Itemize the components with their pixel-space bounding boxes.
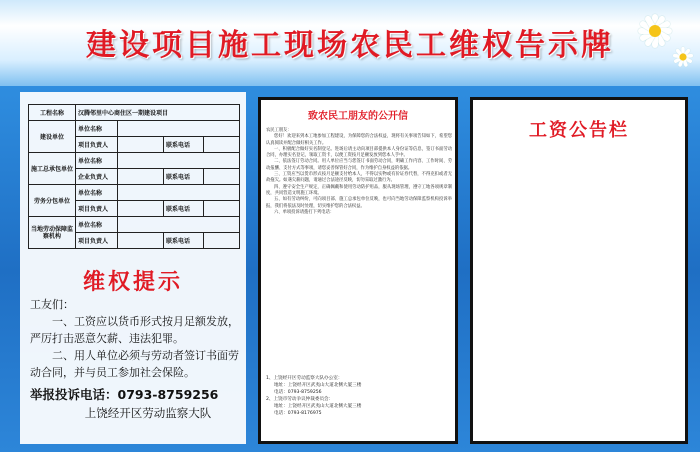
rights-item: 二、用人单位必须与劳动者签订书面劳动合同，并与员工参加社会保险。 (30, 349, 239, 379)
table-cell: 劳务分包单位 (29, 185, 76, 217)
rights-item: 一、工资应以货币形式按月足额发放，严厉打击恶意欠薪、违法犯罪。 (30, 315, 239, 345)
table-row (29, 185, 240, 201)
table-cell: 单位名称 (76, 153, 118, 169)
table-cell (204, 137, 240, 153)
letter-paragraph: 一、积极配合做好实名制登记。进场后请主动向项目部提供本人身份证等信息，签订书面劳动合同，办理实名登记，领取工资卡，以便工资按月足额发放到您本人手中。 (266, 146, 452, 159)
letter-paragraph: 三、工资应当以货币形式按月足额支付给本人，不得以实物或有价证券代替，不得克扣或者无故拖欠。如遇欠薪问题，请通过合法途径反映，切勿采取过激行为。 (266, 172, 452, 184)
contact-line: 1、上饶经开区劳动监察大队办公室： (266, 376, 343, 381)
table-cell: 当地劳动保障监察机构 (29, 217, 76, 249)
letter-paragraph: 您好！欢迎来到本工地参加工程建设，为保障您的合法权益，现将有关事项告知如下，希望您认真阅读并配合做好相关工作。 (266, 134, 452, 146)
table-cell: 联系电话 (164, 137, 204, 153)
table-cell: 单位名称 (76, 217, 118, 233)
letter-contacts (266, 375, 452, 417)
table-cell: 联系电话 (164, 201, 204, 217)
contact-line: 电话：0793-8759256 (274, 390, 322, 395)
contact-line: 电话：0793-8176975 (274, 411, 322, 416)
table-cell (118, 233, 164, 249)
rights-title: 维权提示 (82, 270, 183, 295)
table-cell: 单位名称 (76, 185, 118, 201)
table-cell (118, 153, 240, 169)
table-cell: 项目负责人 (76, 137, 118, 153)
table-cell: 汉腾邻里中心商住区一期建设项目 (76, 105, 240, 121)
contact-line: 2、上饶市劳动争议仲裁委员会： (266, 397, 334, 402)
hotline-text: 举报投诉电话：0793-8759256 (30, 387, 219, 402)
letter-paragraph: 五、如有劳动纠纷，可向项目部、施工总承包单位反映，也可向当地劳动保障监察机构投诉举报，我们将依法及时处理，切实维护您的合法权益。 (266, 197, 452, 209)
table-cell (204, 169, 240, 185)
table-row (29, 153, 240, 169)
bureau-name: 上饶经开区劳动监察大队 (84, 406, 212, 420)
table-row (29, 105, 240, 121)
wage-board-panel (470, 97, 688, 444)
letter-paragraph: 六、单项投诉请拨打下列电话： (274, 209, 335, 215)
project-info-table (28, 104, 240, 249)
table-cell (118, 169, 164, 185)
table-row (29, 217, 240, 233)
letter-title: 致农民工朋友的公开信 (308, 111, 408, 122)
letter-paragraph: 四、遵守安全生产规定，正确佩戴和使用劳动防护用品，服从现场管理，遵守工地各项规章制度，共同营造文明施工环境。 (266, 184, 452, 196)
table-cell (118, 201, 164, 217)
letter-paragraph: 二、依法签订劳动合同。用人单位应当与您签订书面劳动合同，明确工作内容、工作时间、劳动报酬、支付方式等事项，请您妥善保管好合同，作为维护自身权益的依据。 (266, 159, 452, 171)
table-cell: 项目负责人 (76, 233, 118, 249)
table-cell: 工程名称 (29, 105, 76, 121)
table-cell: 建设单位 (29, 121, 76, 153)
table-cell: 项目负责人 (76, 201, 118, 217)
table-cell (118, 217, 240, 233)
table-cell: 企业负责人 (76, 169, 118, 185)
table-cell (204, 233, 240, 249)
letter-salutation: 农民工朋友： (266, 128, 292, 133)
table-row (29, 121, 240, 137)
table-cell (118, 137, 164, 153)
contact-line: 地址：上饶经开区武夷山大道北侧大厦三楼 (274, 404, 362, 409)
contact-line: 地址：上饶经开区武夷山大道北侧大厦三楼 (274, 383, 362, 388)
rights-greeting: 工友们： (30, 298, 74, 311)
wage-title: 工资公告栏 (529, 120, 629, 141)
table-cell (118, 121, 240, 137)
table-cell: 施工总承包单位 (29, 153, 76, 185)
table-cell: 单位名称 (76, 121, 118, 137)
board-title: 建设项目施工现场农民工维权告示牌 (86, 28, 614, 63)
table-cell (118, 185, 240, 201)
rights-body (30, 296, 246, 381)
table-cell: 联系电话 (164, 233, 204, 249)
letter-body (266, 128, 452, 216)
table-cell (204, 201, 240, 217)
table-cell: 联系电话 (164, 169, 204, 185)
